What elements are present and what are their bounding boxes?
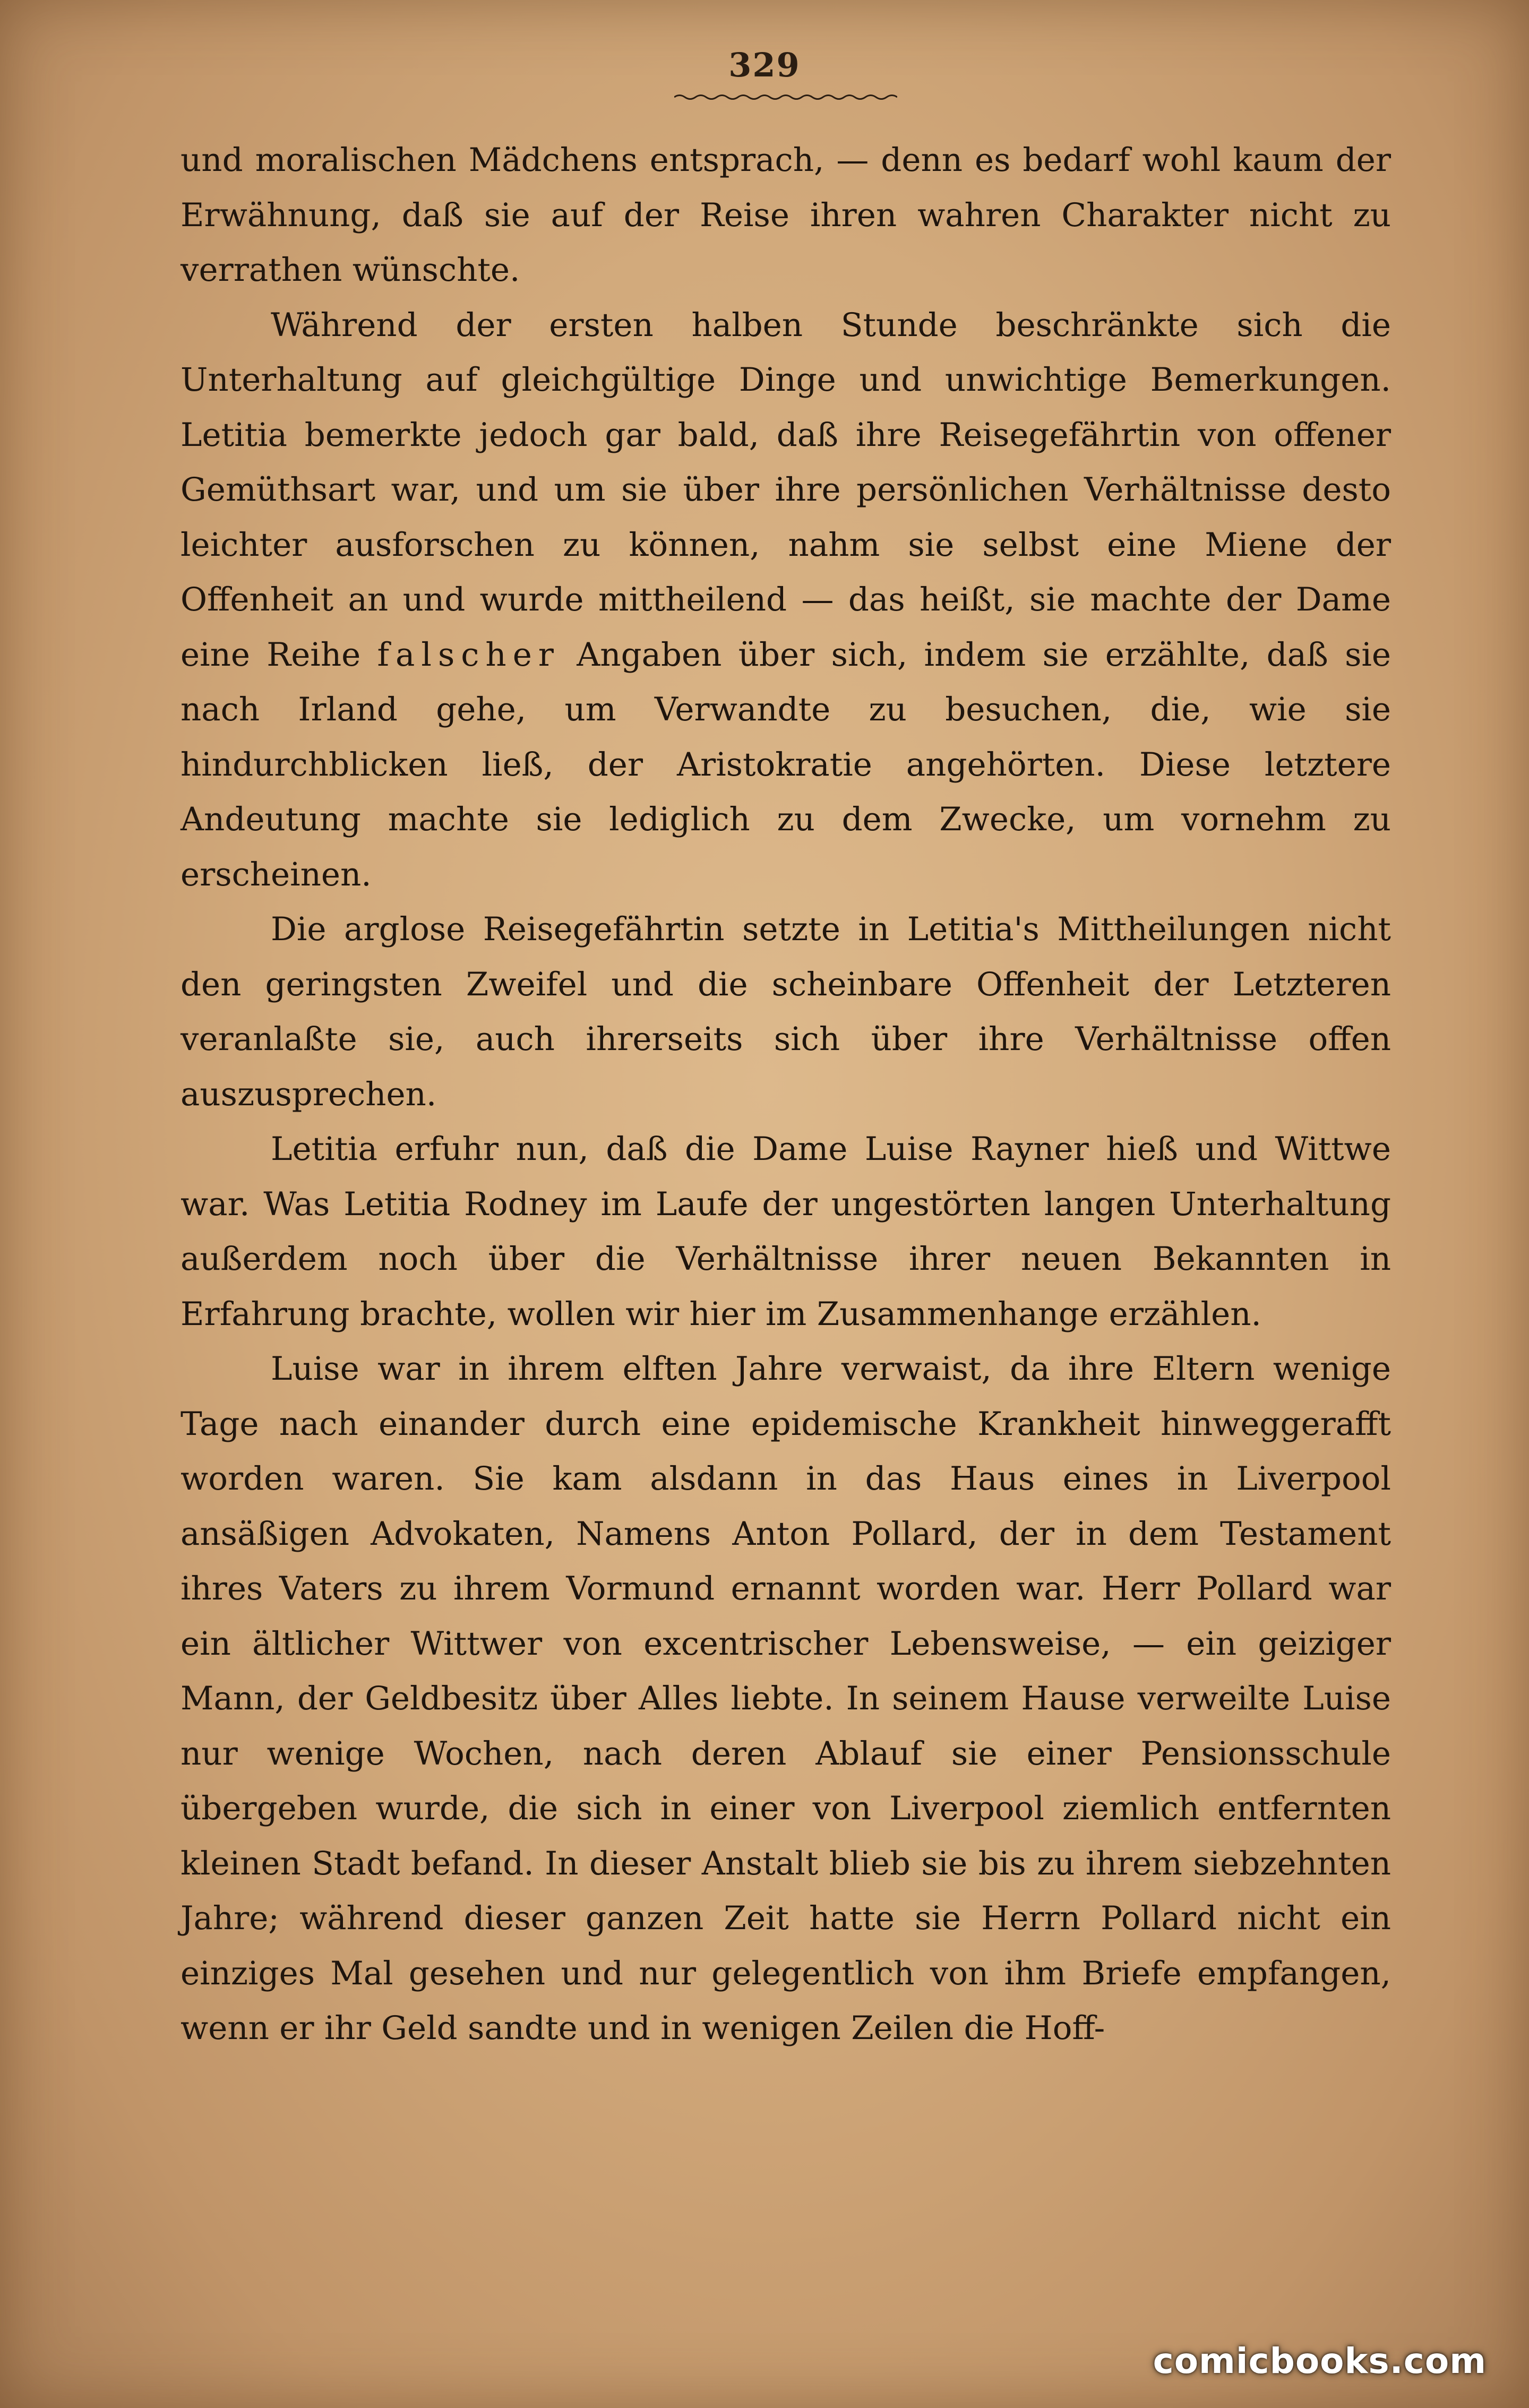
- paragraph-text: Angaben über sich, indem sie erzählte, daß sie nach Irland gehe, um Verwandte zu besuchen, die, wie sie hindurchblicken ließ, der Aristokratie angehörten. Diese letztere Andeutung machte sie lediglich zu dem Zwecke, um vornehm zu erscheinen.: [181, 635, 1391, 893]
- body-text: [181, 133, 1391, 2056]
- paragraph-text: Während der ersten halben Stunde beschränkte sich die Unterhaltung auf gleichgültige Dinge und unwichtige Bemerkungen. Letitia bemerkte jedoch gar bald, daß ihre Reisegefährtin von offener Gemüthsart war, und um sie über ihre persönlichen Verhältnisse desto leichter ausforschen zu können, nahm sie selbst eine Miene der Offenheit an und wurde mittheilend — das heißt, sie machte der Dame eine Reihe: [181, 306, 1391, 674]
- watermark: comicbooks.com: [1153, 2341, 1487, 2381]
- page-number: 329: [728, 46, 801, 84]
- paragraph: [181, 298, 1391, 902]
- paragraph: Luise war in ihrem elften Jahre verwaist, da ihre Eltern wenige Tage nach einander durch eine epidemische Krankheit hinweggerafft worden waren. Sie kam alsdann in das Haus eines in Liverpool ansäßigen Advokaten, Namens Anton Pollard, der in dem Testament ihres Vaters zu ihrem Vormund ernannt worden war. Herr Pollard war ein ältlicher Wittwer von excentrischer Lebensweise, — ein geiziger Mann, der Geldbesitz über Alles liebte. In seinem Hause verweilte Luise nur wenige Wochen, nach deren Ablauf sie einer Pensionsschule übergeben wurde, die sich in einer von Liverpool ziemlich entfernten kleinen Stadt befand. In dieser Anstalt blieb sie bis zu ihrem siebzehnten Jahre; während dieser ganzen Zeit hatte sie Herrn Pollard nicht ein einziges Mal gesehen und nur gelegentlich von ihm Briefe empfangen, wenn er ihr Geld sandte und in wenigen Zeilen die Hoff-: [181, 1350, 1391, 2047]
- ornament-rule: [674, 93, 897, 101]
- paragraph: Letitia erfuhr nun, daß die Dame Luise Rayner hieß und Wittwe war. Was Letitia Rodney im Laufe der ungestörten langen Unterhaltung außerdem noch über die Verhältnisse ihrer neuen Bekannten in Erfahrung brachte, wollen wir hier im Zusammenhange erzählen.: [181, 1130, 1391, 1333]
- emphasized-word: falscher: [377, 635, 560, 674]
- paragraph: und moralischen Mädchens entsprach, — denn es bedarf wohl kaum der Erwähnung, daß sie auf der Reise ihren wahren Charakter nicht zu verrathen wünschte.: [181, 141, 1391, 289]
- paragraph: Die arglose Reisegefährtin setzte in Letitia's Mittheilungen nicht den geringsten Zweifel und die scheinbare Offenheit der Letzteren veranlaßte sie, auch ihrerseits sich über ihre Verhältnisse offen auszusprechen.: [181, 910, 1391, 1113]
